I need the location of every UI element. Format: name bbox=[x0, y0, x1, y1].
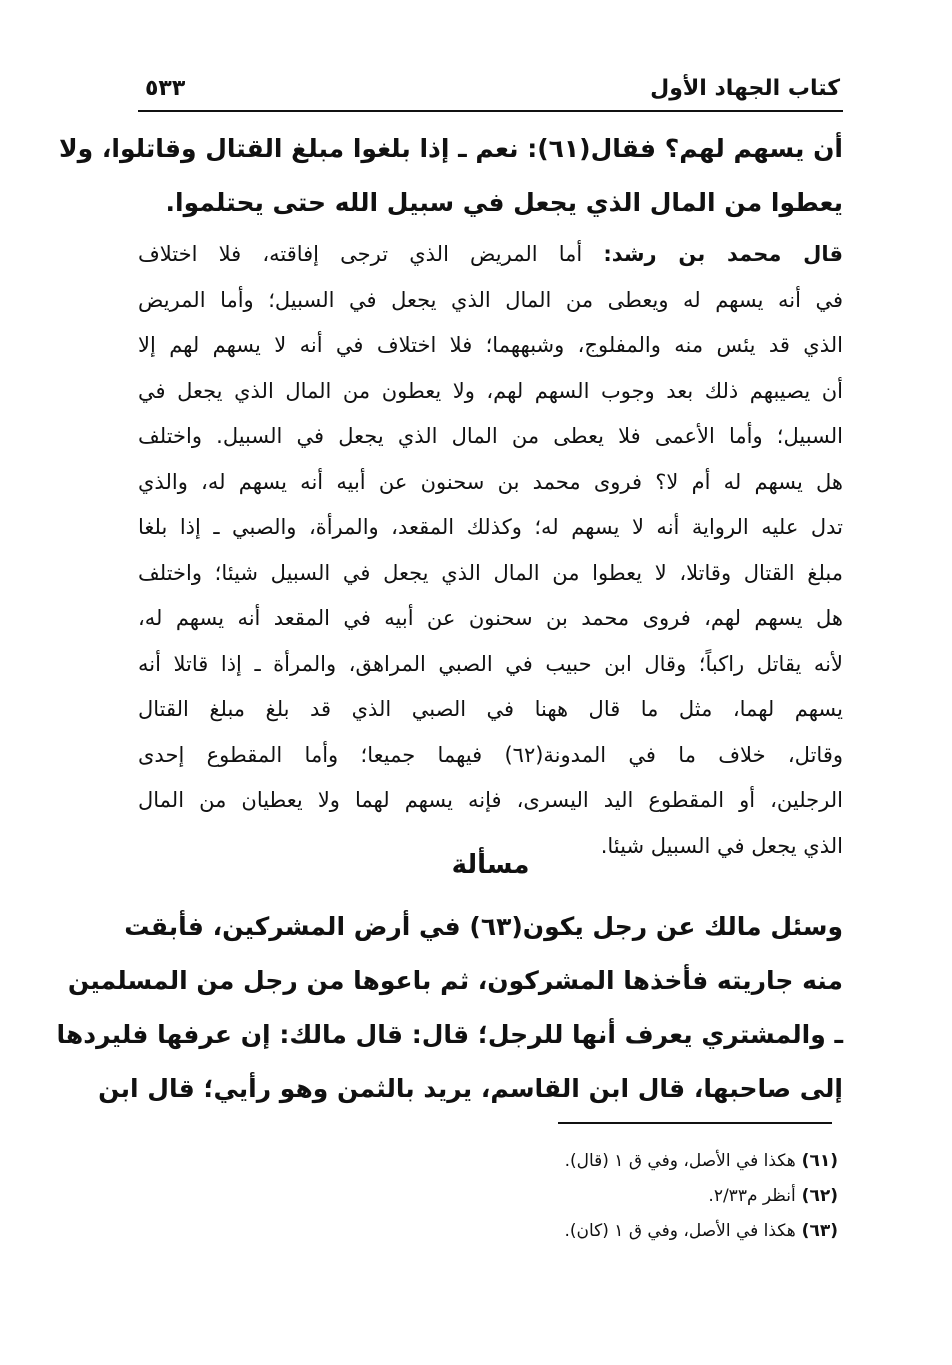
text-line: ـ والمشتري يعرف أنها للرجل؛ قال: قال مالك: إن عرفها فليردها bbox=[56, 1020, 843, 1049]
commentary-author: قال محمد بن رشد: bbox=[603, 242, 843, 266]
paragraph-question bbox=[59, 122, 843, 230]
text-line: وسئل مالك عن رجل يكون(٦٣) في أرض المشركين، فأبقت bbox=[124, 912, 843, 941]
text-line: تدل عليه الرواية أنه لا يسهم له؛ وكذلك المقعد، والمرأة، والصبي ـ إذا بلغا bbox=[138, 515, 843, 539]
footnote-text: هكذا في الأصل، وفي ق ١ (كان). bbox=[564, 1221, 796, 1241]
header-rule bbox=[138, 110, 843, 112]
footnote bbox=[138, 1214, 838, 1249]
footnote-rule bbox=[558, 1122, 832, 1124]
text-line: أن يصيبهم ذلك بعد وجوب السهم لهم، ولا يعطون من المال الذي يجعل في bbox=[138, 378, 843, 403]
paragraph-issue bbox=[56, 900, 843, 1116]
section-heading: مسألة bbox=[451, 850, 530, 880]
text-line: أن يسهم لهم؟ فقال(٦١): نعم ـ إذا بلغوا مبلغ القتال وقاتلوا، ولا bbox=[59, 134, 843, 163]
text-line: الذي قد يئس منه والمفلوج، وشبههما؛ فلا اختلاف في أنه لا يسهم لهم إلا bbox=[138, 333, 843, 357]
text-line-start: أما المريض الذي ترجى إفاقته، فلا اختلاف bbox=[138, 242, 583, 266]
footnote-number: (٦١) bbox=[801, 1151, 838, 1171]
text-line: هل يسهم له أم لا؟ فروى محمد بن سحنون عن أبيه أنه يسهم له، والذي bbox=[138, 469, 843, 494]
footnotes bbox=[138, 1144, 838, 1249]
running-header bbox=[145, 74, 840, 104]
text-line: هل يسهم لهم، فروى محمد بن سحنون عن أبيه في المقعد أنه يسهم له، bbox=[138, 606, 843, 630]
footnote bbox=[138, 1144, 838, 1179]
footnote-text: أنظر م٢/٣٣. bbox=[708, 1186, 796, 1206]
footnote-text: هكذا في الأصل، وفي ق ١ (قال). bbox=[564, 1151, 796, 1171]
text-line-first bbox=[138, 232, 843, 278]
page-number: ٥٣٣ bbox=[145, 76, 186, 101]
text-line: الرجلين، أو المقطوع اليد اليسرى، فإنه يسهم لهما ولا يعطيان من المال bbox=[138, 788, 843, 812]
text-line: إلى صاحبها، قال ابن القاسم، يريد بالثمن وهو رأيي؛ قال ابن bbox=[98, 1074, 843, 1103]
footnote-number: (٦٣) bbox=[801, 1221, 838, 1241]
text-line: الذي يجعل في السبيل شيئا. bbox=[600, 833, 843, 858]
text-line: يسهم لهما، مثل ما قال ههنا في الصبي الذي قد بلغ مبلغ القتال bbox=[138, 697, 843, 721]
text-line: مبلغ القتال وقاتلا، لا يعطوا من المال الذي يجعل في السبيل شيئا؛ واختلف bbox=[138, 560, 843, 585]
text-line: لأنه يقاتل راكباً؛ وقال ابن حبيب في الصبي المراهق، والمرأة ـ إذا قاتلا أنه bbox=[138, 651, 843, 676]
paragraph-commentary bbox=[138, 232, 843, 869]
footnote-number: (٦٢) bbox=[801, 1186, 838, 1206]
text-line: السبيل؛ وأما الأعمى فلا يعطى من المال الذي يجعل في السبيل. واختلف bbox=[138, 424, 843, 448]
text-line: في أنه يسهم له ويعطى من المال الذي يجعل في السبيل؛ وأما المريض bbox=[138, 287, 843, 312]
footnote bbox=[138, 1179, 838, 1214]
text-line: منه جاريته فأخذها المشركون، ثم باعوها من رجل من المسلمين bbox=[67, 966, 843, 995]
text-line: وقاتل، خلاف ما في المدونة(٦٢) فيهما جميعا؛ وأما المقطوع إحدى bbox=[138, 742, 844, 767]
text-line: يعطوا من المال الذي يجعل في سبيل الله حتى يحتلموا. bbox=[165, 188, 843, 217]
running-title: كتاب الجهاد الأول bbox=[650, 76, 840, 101]
